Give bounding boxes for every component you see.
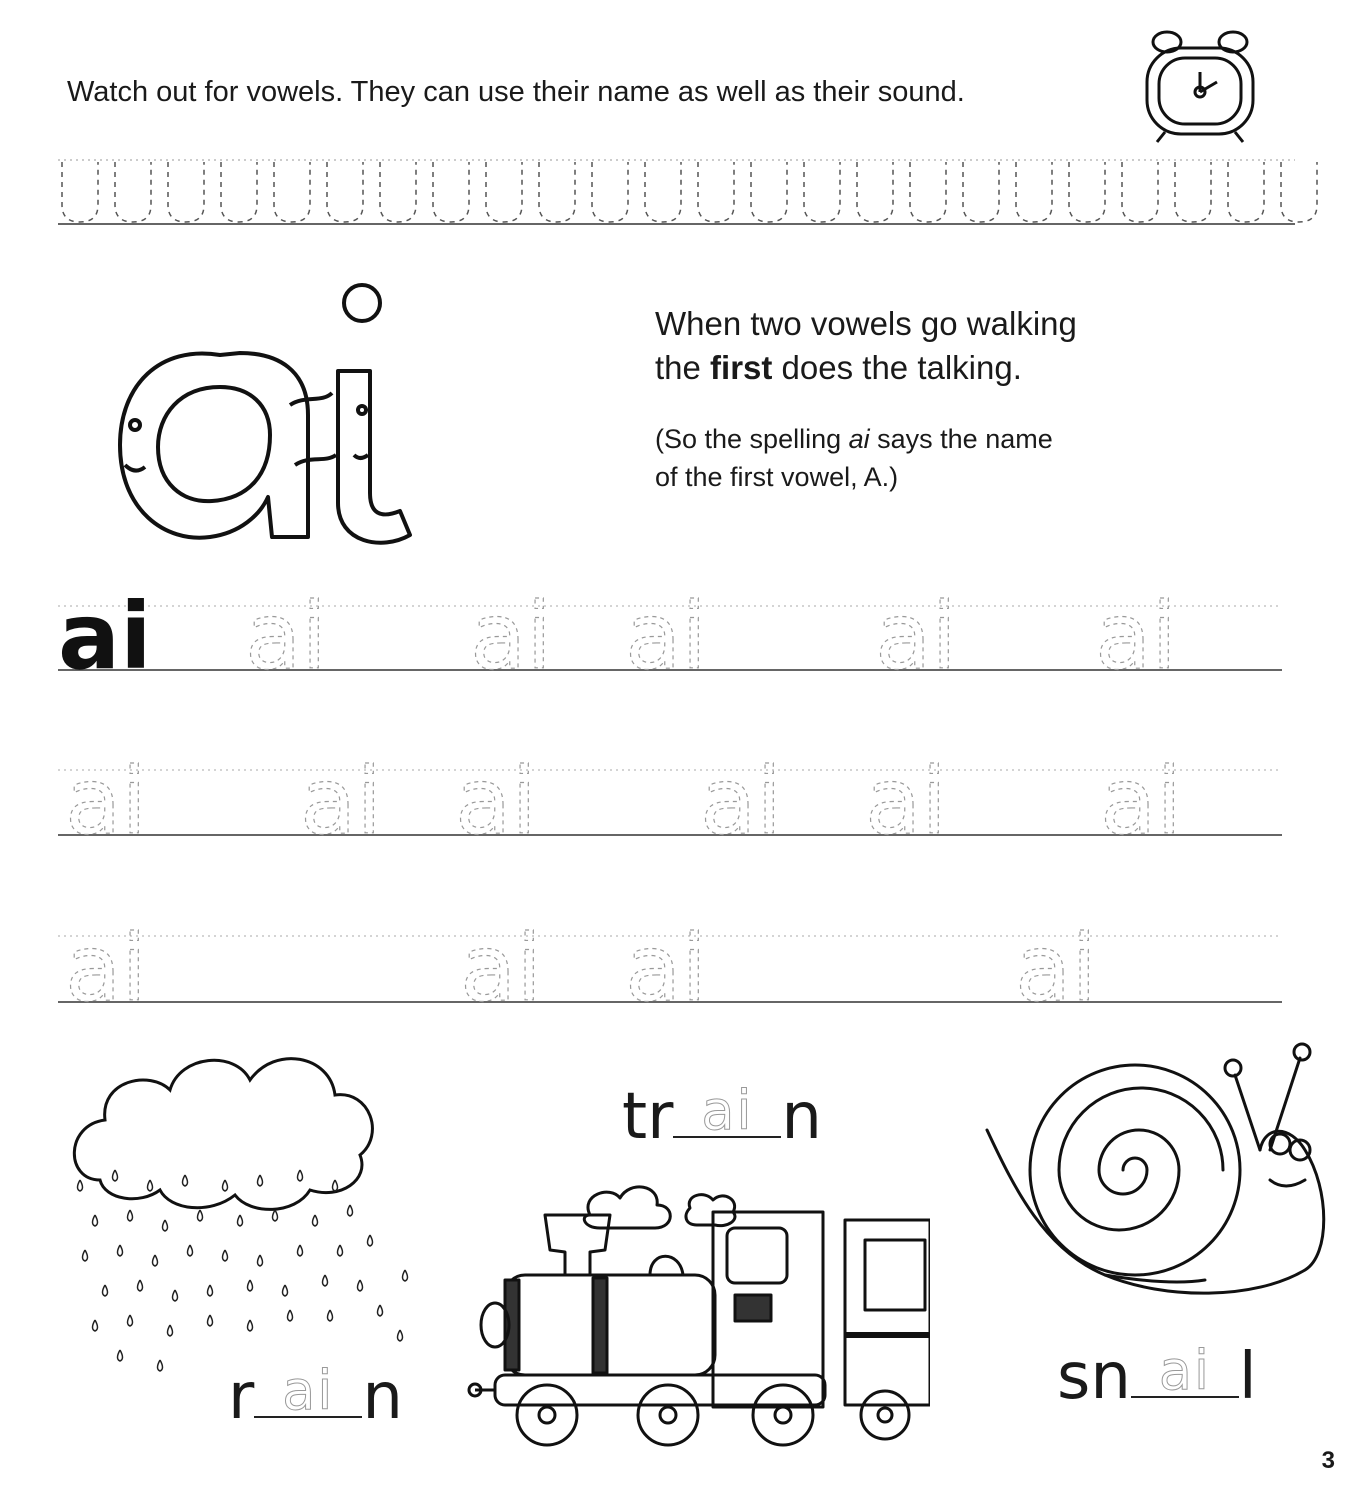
raindrop [113,1170,118,1181]
raindrop [118,1350,123,1361]
ghost-digraph[interactable]: ai [455,748,537,855]
pattern-stroke [486,162,522,222]
pattern-stroke [1175,162,1211,222]
rhyme-text [655,302,1077,390]
pattern-stroke [539,162,575,222]
raindrop [78,1180,83,1191]
pattern-stroke [698,162,734,222]
ghost-digraph[interactable]: ai [245,583,327,690]
snail-illustration [975,1040,1345,1310]
raindrop [153,1255,158,1266]
alarm-clock-icon [1135,20,1265,145]
ghost-digraph[interactable]: ai [65,748,147,855]
ghost-digraph[interactable]: ai [700,748,782,855]
ghost-digraph[interactable]: ai [875,583,957,690]
ghost-digraph[interactable]: ai [865,748,947,855]
example-digraph: ai [58,583,152,690]
raindrop [83,1250,88,1261]
raindrop [378,1305,383,1316]
pattern-stroke [857,162,893,222]
word-rain-end: n [362,1360,403,1434]
pattern-stroke [1122,162,1158,222]
raindrop [118,1245,123,1256]
word-train-end: n [781,1080,822,1154]
raindrop [348,1205,353,1216]
raindrop [128,1210,133,1221]
pattern-stroke [751,162,787,222]
pattern-stroke [274,162,310,222]
pattern-stroke [62,162,98,222]
pattern-stroke [645,162,681,222]
ghost-digraph[interactable]: ai [460,915,542,1020]
ghost-digraph[interactable]: ai [625,915,707,1020]
pattern-stroke [910,162,946,222]
pattern-stroke [433,162,469,222]
ai-characters-illustration [100,275,430,565]
raindrop [208,1285,213,1296]
raindrop [168,1325,173,1336]
raindrop [188,1245,193,1256]
ghost-digraph[interactable]: ai [1095,583,1177,690]
raindrop [298,1170,303,1181]
word-snail-ghost: ai [1158,1339,1211,1402]
pattern-stroke [115,162,151,222]
raindrop [368,1235,373,1246]
word-train-ghost: ai [701,1079,754,1142]
raindrop [208,1315,213,1326]
raindrop [128,1315,133,1326]
rhyme-bold-word: first [710,349,773,386]
raindrop [328,1310,333,1321]
pattern-stroke [963,162,999,222]
rhyme-line-2-post: does the talking. [772,349,1022,386]
word-rain-blank[interactable] [254,1359,362,1422]
pattern-stroke [804,162,840,222]
ghost-digraph[interactable]: ai [625,583,707,690]
letter-tracing-area [0,570,1367,1020]
ghost-digraph[interactable]: ai [1015,915,1097,1020]
page-number: 3 [1321,1447,1335,1474]
raindrop [398,1330,403,1341]
word-train [622,1080,822,1154]
raindrop [93,1215,98,1226]
intro-text: Watch out for vowels. They can use their name as well as their sound. [67,76,965,108]
raindrop [163,1220,168,1231]
raindrop [148,1180,153,1191]
ghost-digraph[interactable]: ai [1100,748,1182,855]
word-snail-end: l [1238,1340,1257,1414]
raindrop [298,1245,303,1256]
rain-cloud-illustration [60,1030,430,1390]
ghost-digraph[interactable]: ai [300,748,382,855]
word-snail-blank[interactable] [1131,1339,1239,1402]
note-line-1-post: says the name [869,424,1053,454]
note-line-1-pre: (So the spelling [655,424,849,454]
raindrop [198,1210,203,1221]
raindrop [223,1180,228,1191]
pattern-stroke [221,162,257,222]
pattern-stroke [1016,162,1052,222]
ghost-digraph[interactable]: ai [470,583,552,690]
raindrop [158,1360,163,1371]
word-snail [1057,1340,1257,1414]
rhyme-line-1: When two vowels go walking [655,305,1077,342]
pattern-stroke [1228,162,1264,222]
raindrop [323,1275,328,1286]
rhyme-line-2 [655,346,1077,390]
raindrop [93,1320,98,1331]
raindrop [358,1280,363,1291]
steam-train-illustration [465,1170,930,1470]
pattern-stroke [168,162,204,222]
raindrop [258,1175,263,1186]
pattern-stroke [327,162,363,222]
pattern-stroke [1281,162,1317,222]
note-italic-word: ai [848,424,870,454]
raindrop [313,1215,318,1226]
raindrop [273,1210,278,1221]
word-train-blank[interactable] [673,1079,781,1142]
raindrop [248,1280,253,1291]
rhyme-line-2-pre: the [655,349,711,386]
note-line-2: of the first vowel, A.) [655,462,899,492]
pattern-tracing-row [0,150,1367,235]
word-rain [228,1360,403,1434]
ghost-digraph[interactable]: ai [65,915,147,1020]
raindrop [248,1320,253,1331]
explanation-note [655,420,1053,496]
raindrop [138,1280,143,1291]
raindrop [403,1270,408,1281]
pattern-stroke [592,162,628,222]
raindrop [258,1255,263,1266]
note-line-1 [655,420,1053,458]
raindrop [238,1215,243,1226]
raindrop [283,1285,288,1296]
pattern-stroke [380,162,416,222]
raindrop [183,1175,188,1186]
raindrop [173,1290,178,1301]
raindrop [103,1285,108,1296]
word-train-start: tr [622,1080,674,1154]
raindrop [288,1310,293,1321]
word-rain-start: r [228,1360,255,1434]
pattern-stroke [1069,162,1105,222]
raindrop [333,1180,338,1191]
word-snail-start: sn [1057,1340,1131,1414]
word-rain-ghost: ai [282,1359,335,1422]
raindrop [338,1245,343,1256]
raindrop [223,1250,228,1261]
